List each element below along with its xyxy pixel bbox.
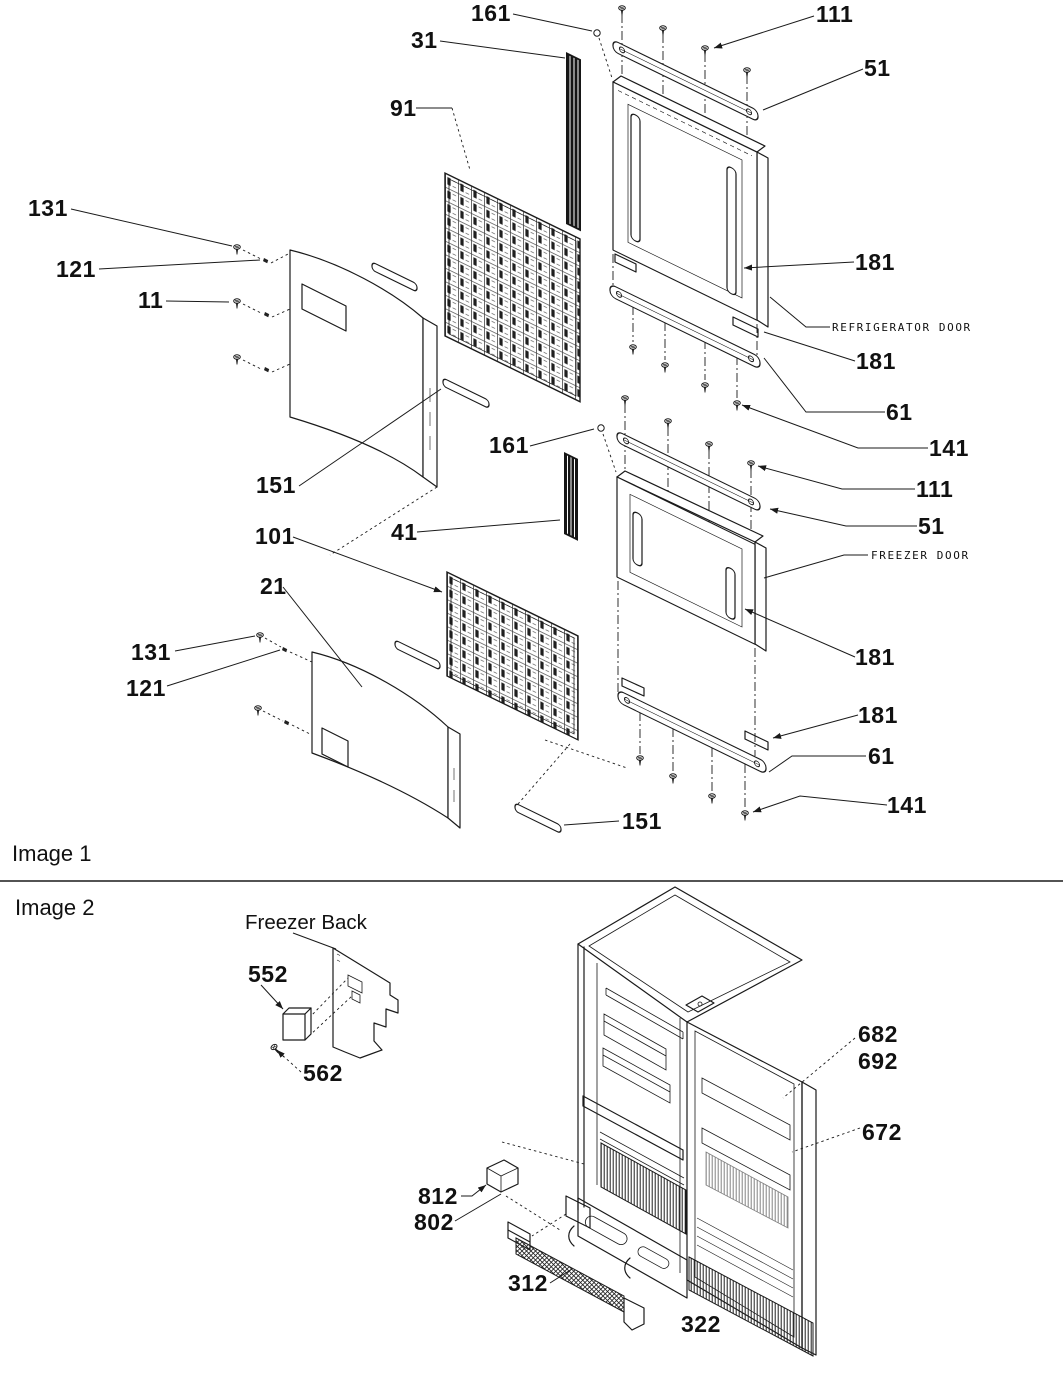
callout-312: 312 <box>508 1270 548 1296</box>
callout-101: 101 <box>255 523 295 549</box>
callout-41: 41 <box>391 519 418 545</box>
callout-61-a: 61 <box>886 399 913 425</box>
leader-lines-image1 <box>71 14 928 825</box>
freezer-outer-door-skin <box>312 652 460 828</box>
trim-strip-151-b <box>443 378 489 408</box>
freezer-door-label: FREEZER DOOR <box>871 549 970 562</box>
door-insulation-panel-91 <box>445 173 580 402</box>
callout-111-mid: 111 <box>916 476 954 502</box>
callout-11: 11 <box>138 287 164 313</box>
callout-31: 31 <box>411 27 438 53</box>
grommets <box>594 30 604 431</box>
callout-121-top: 121 <box>56 256 96 282</box>
freezer-back-panel <box>309 948 398 1058</box>
screw-562 <box>270 1043 281 1055</box>
callout-672: 672 <box>862 1119 902 1145</box>
callout-562: 562 <box>303 1060 343 1086</box>
callout-682: 682 <box>858 1021 898 1047</box>
callout-181-d: 181 <box>858 702 898 728</box>
cover-plate-552 <box>283 1008 311 1040</box>
callout-51-mid: 51 <box>918 513 945 539</box>
callout-151-bottom: 151 <box>622 808 662 834</box>
breaker-strip-31 <box>566 52 581 231</box>
image2-cabinet-view <box>15 887 902 1356</box>
callout-802: 802 <box>414 1209 454 1235</box>
callout-161-mid: 161 <box>489 432 529 458</box>
image1-exploded-doors <box>12 0 972 866</box>
breaker-strip-41 <box>564 452 578 541</box>
callout-692: 692 <box>858 1048 898 1074</box>
callout-141-b: 141 <box>887 792 927 818</box>
bracket-812 <box>487 1160 518 1192</box>
callout-141-a: 141 <box>929 435 969 461</box>
callout-91: 91 <box>390 95 417 121</box>
callout-131-top: 131 <box>28 195 68 221</box>
freezer-back-label: Freezer Back <box>245 911 367 934</box>
callout-151-left: 151 <box>256 472 296 498</box>
leader-lines-image2 <box>261 933 860 1283</box>
callout-121-low: 121 <box>126 675 166 701</box>
callout-131-low: 131 <box>131 639 171 665</box>
callout-181-c: 181 <box>855 644 895 670</box>
callout-21: 21 <box>260 573 287 599</box>
callout-812: 812 <box>418 1183 458 1209</box>
refrigerator-door-label: REFRIGERATOR DOOR <box>832 321 972 334</box>
callout-111-top: 111 <box>816 1 854 27</box>
callout-labels-image1 <box>28 0 972 834</box>
trim-strip-151-c <box>395 640 440 670</box>
callout-161-top: 161 <box>471 0 511 26</box>
trim-strip-151-d <box>515 803 561 833</box>
image1-caption: Image 1 <box>12 841 92 866</box>
callout-51-top: 51 <box>864 55 891 81</box>
image2-caption: Image 2 <box>15 895 95 920</box>
callout-181-a: 181 <box>855 249 895 275</box>
callout-552: 552 <box>248 961 288 987</box>
door-insulation-panel-101 <box>447 572 578 740</box>
cabinet-door <box>687 1022 816 1356</box>
callout-181-b: 181 <box>856 348 896 374</box>
callout-322: 322 <box>681 1311 721 1337</box>
callout-61-b: 61 <box>868 743 895 769</box>
